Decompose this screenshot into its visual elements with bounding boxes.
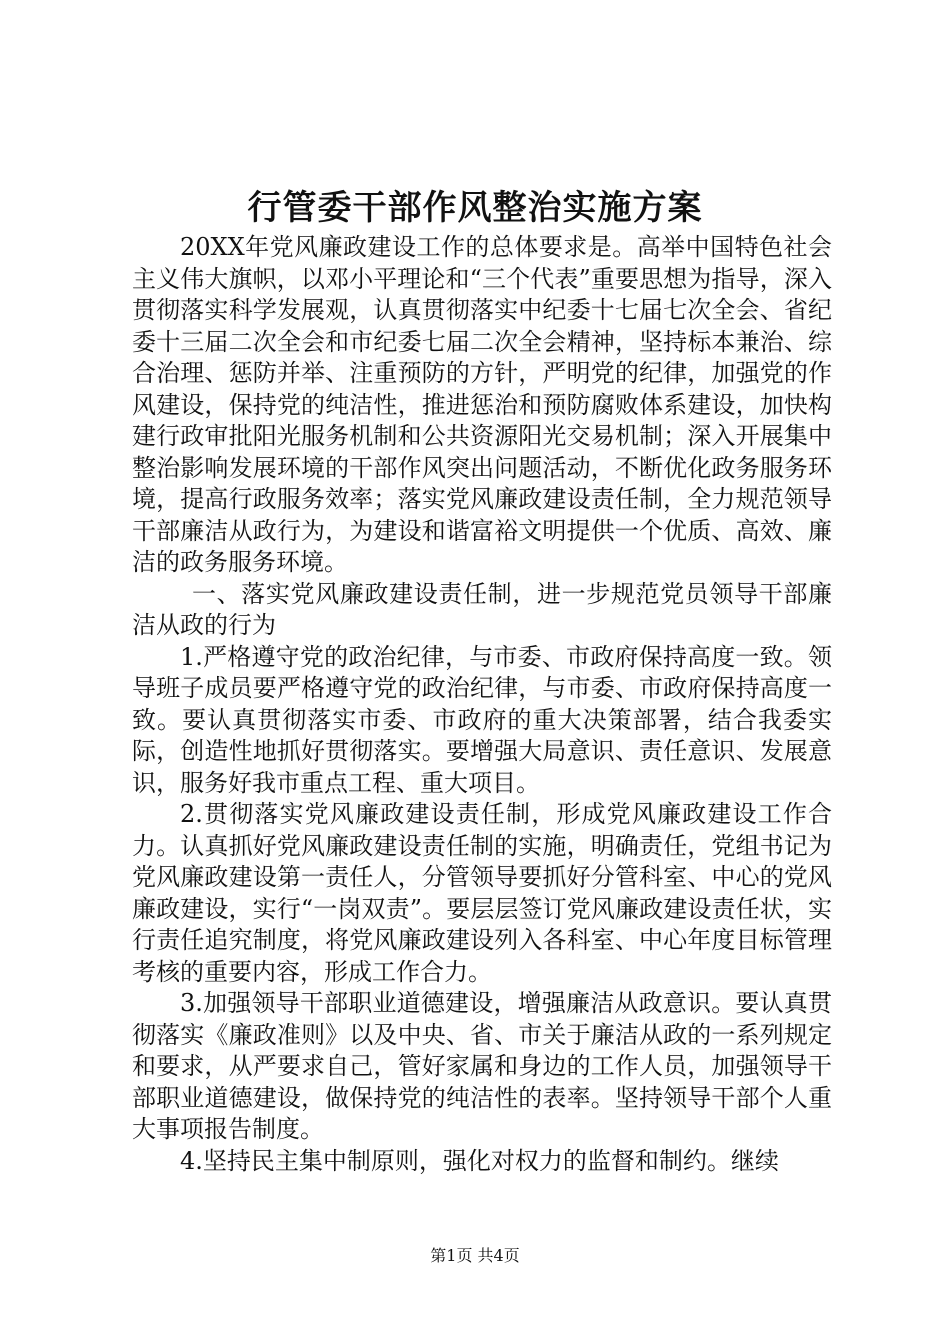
page-number-footer: 第1页 共4页 [430, 1246, 520, 1265]
document-body [132, 232, 832, 1177]
paragraph-item-2: 2.贯彻落实党风廉政建设责任制，形成党风廉政建设工作合力。认真抓好党风廉政建设责任制的实施，明确责任，党组书记为党风廉政建设第一责任人，分管领导要抓好分管科室、中心的党风廉政建设，实行“一岗双责”。要层层签订党风廉政建设责任状，实行责任追究制度，将党风廉政建设列入各科室、中心年度目标管理考核的重要内容，形成工作合力。 [132, 800, 832, 986]
section-heading: 一、落实党风廉政建设责任制，进一步规范党员领导干部廉洁从政的行为 [132, 579, 832, 639]
paragraph-item-3: 3.加强领导干部职业道德建设，增强廉洁从政意识。要认真贯彻落实《廉政准则》以及中央、省、市关于廉洁从政的一系列规定和要求，从严要求自己，管好家属和身边的工作人员，加强领导干部职业道德建设，做保持党的纯洁性的表率。坚持领导干部个人重大事项报告制度。 [132, 989, 832, 1143]
paragraph-item-1: 1.严格遵守党的政治纪律，与市委、市政府保持高度一致。领导班子成员要严格遵守党的政治纪律，与市委、市政府保持高度一致。要认真贯彻落实市委、市政府的重大决策部署，结合我委实际，创造性地抓好贯彻落实。要增强大局意识、责任意识、发展意识，服务好我市重点工程、重大项目。 [132, 642, 832, 797]
paragraph-intro: 20XX年党风廉政建设工作的总体要求是。高举中国特色社会主义伟大旗帜，以邓小平理论和“三个代表”重要思想为指导，深入贯彻落实科学发展观，认真贯彻落实中纪委十七届七次全会、省纪委十三届二次全会和市纪委七届二次全会精神，坚持标本兼治、综合治理、惩防并举、注重预防的方针，严明党的纪律，加强党的作风建设，保持党的纯洁性，推进惩治和预防腐败体系建设，加快构建行政审批阳光服务机制和公共资源阳光交易机制；深入开展集中整治影响发展环境的干部作风突出问题活动，不断优化政务服务环境，提高行政服务效率；落实党风廉政建设责任制，全力规范领导干部廉洁从政行为，为建设和谐富裕文明提供一个优质、高效、廉洁的政务服务环境。 [132, 233, 832, 576]
paragraph-item-4: 4.坚持民主集中制原则，强化对权力的监督和制约。继续 [180, 1146, 779, 1175]
document-title: 行管委干部作风整治实施方案 [247, 188, 703, 228]
